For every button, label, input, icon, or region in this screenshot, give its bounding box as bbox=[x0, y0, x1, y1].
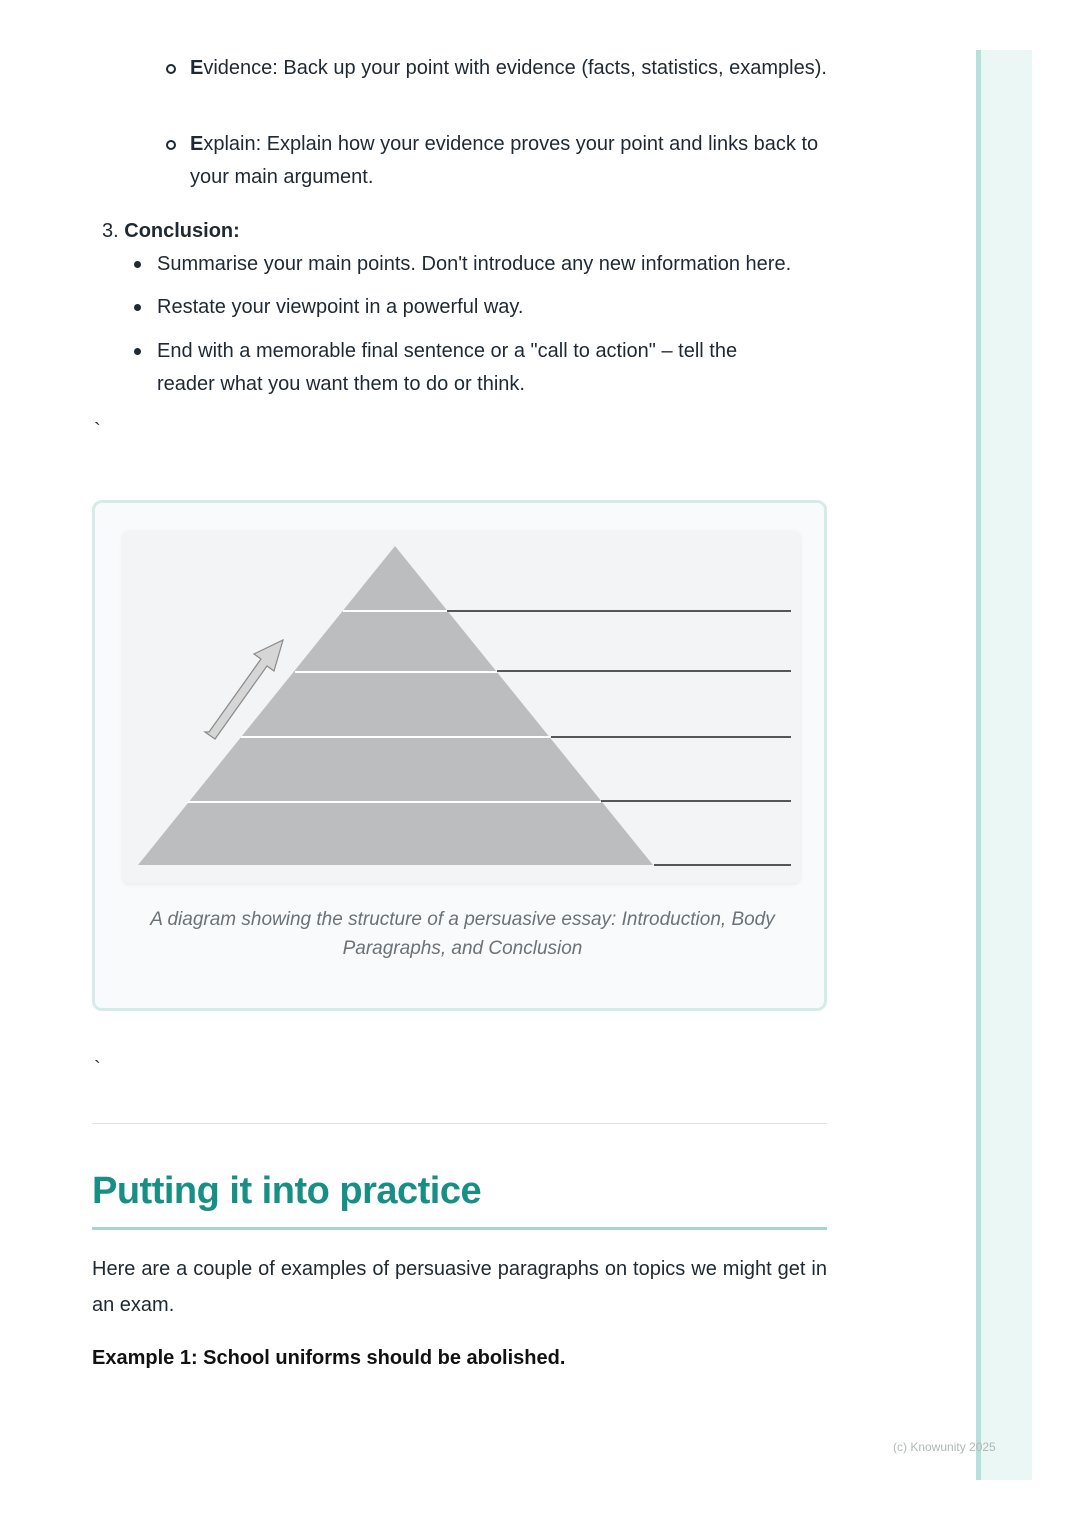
list-item-explain bbox=[190, 128, 830, 194]
figure-card bbox=[92, 500, 827, 1011]
section-title: Putting it into practice bbox=[92, 1170, 482, 1212]
bullet-icon bbox=[134, 348, 141, 355]
hollow-bullet-icon bbox=[166, 140, 176, 150]
bullet-icon bbox=[134, 304, 141, 311]
hollow-bullet-icon bbox=[166, 64, 176, 74]
divider bbox=[92, 1123, 827, 1124]
list-item bbox=[157, 248, 837, 281]
list-item bbox=[157, 335, 797, 401]
evidence-letter: E bbox=[190, 57, 204, 79]
pyramid-diagram bbox=[123, 531, 800, 883]
backtick-mark: ` bbox=[94, 1058, 101, 1080]
conclusion-heading bbox=[102, 215, 240, 248]
explain-letter: E bbox=[190, 133, 204, 155]
title-underline bbox=[92, 1227, 827, 1230]
bullet-text: Summarise your main points. Don't introduce any new information here. bbox=[157, 253, 792, 275]
side-strip bbox=[976, 50, 1032, 1480]
bullet-text: Restate your viewpoint in a powerful way. bbox=[157, 296, 524, 318]
explain-text: xplain: Explain how your evidence proves your point and links back to your main argument. bbox=[190, 133, 819, 188]
copyright: (c) Knowunity 2025 bbox=[893, 1440, 996, 1454]
list-item-evidence bbox=[190, 52, 830, 85]
pyramid-shape bbox=[138, 546, 653, 865]
list-item bbox=[157, 291, 837, 324]
pyramid-svg bbox=[123, 531, 800, 883]
evidence-text: vidence: Back up your point with evidence (facts, statistics, examples). bbox=[203, 57, 827, 79]
figure-caption: A diagram showing the structure of a persuasive essay: Introduction, Body Paragraphs, and Conclusion bbox=[150, 909, 775, 959]
conclusion-label: Conclusion: bbox=[124, 220, 240, 242]
example-heading: Example 1: School uniforms should be abolished. bbox=[92, 1347, 566, 1369]
bullet-icon bbox=[134, 261, 141, 268]
backtick-mark: ` bbox=[94, 420, 101, 442]
bullet-text: End with a memorable final sentence or a "call to action" – tell the reader what you want them to do or think. bbox=[157, 340, 738, 395]
list-number: 3. bbox=[102, 220, 119, 242]
section-intro: Here are a couple of examples of persuasive paragraphs on topics we might get in an exam. bbox=[92, 1258, 827, 1316]
